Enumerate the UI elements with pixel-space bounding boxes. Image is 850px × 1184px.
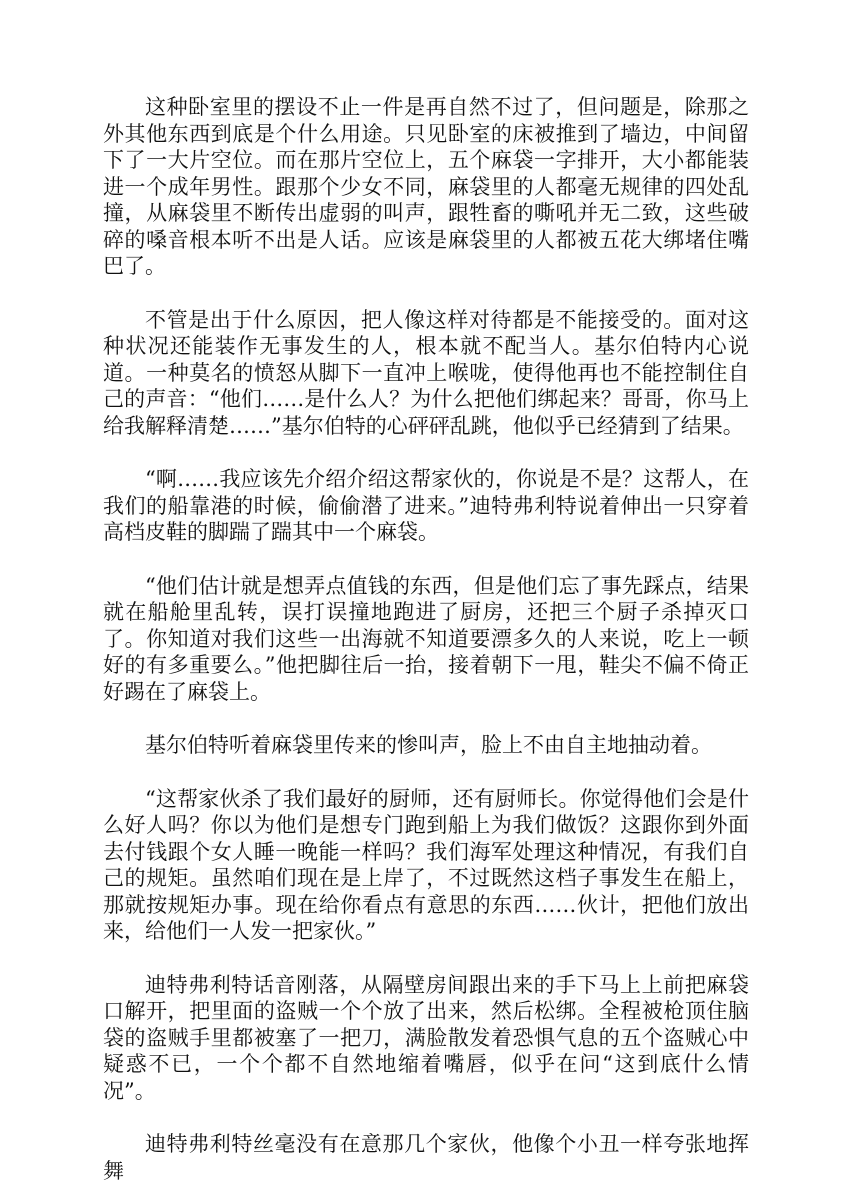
paragraph-1: 这种卧室里的摆设不止一件是再自然不过了，但问题是，除那之外其他东西到底是个什么用途。只见卧室的床被推到了墙边，中间留下了一大片空位。而在那片空位上，五个麻袋一字排开，大小都能装进一个成年男性。跟那个少女不同，麻袋里的人都毫无规律的四处乱撞，从麻袋里不断传出虚弱的叫声，跟牲畜的嘶吼并无二致，这些破碎的嗓音根本听不出是人话。应该是麻袋里的人都被五花大绑堵住嘴巴了。 <box>103 95 749 278</box>
paragraph-8: 迪特弗利特丝毫没有在意那几个家伙，他像个小丑一样夸张地挥舞 <box>103 1132 749 1183</box>
paragraph-7: 迪特弗利特话音刚落，从隔壁房间跟出来的手下马上上前把麻袋口解开，把里面的盗贼一个个放了出来，然后松绑。全程被枪顶住脑袋的盗贼手里都被塞了一把刀，满脸散发着恐惧气息的五个盗贼心中疑惑不已，一个个都不自然地缩着嘴唇，似乎在问“这到底什么情况”。 <box>103 972 749 1103</box>
paragraph-4: “他们估计就是想弄点值钱的东西，但是他们忘了事先踩点，结果就在船舱里乱转，误打误撞地跑进了厨房，还把三个厨子杀掉灭口了。你知道对我们这些一出海就不知道要漂多久的人来说，吃上一顿好的有多重要么。”他把脚往后一抬，接着朝下一甩，鞋尖不偏不倚正好踢在了麻袋上。 <box>103 573 749 704</box>
paragraph-6: “这帮家伙杀了我们最好的厨师，还有厨师长。你觉得他们会是什么好人吗？你以为他们是想专门跑到船上为我们做饭？这跟你到外面去付钱跟个女人睡一晚能一样吗？我们海军处理这种情况，有我们自己的规矩。虽然咱们现在是上岸了，不过既然这档子事发生在船上，那就按规矩办事。现在给你看点有意思的东西……伙计，把他们放出来，给他们一人发一把家伙。” <box>103 786 749 943</box>
paragraph-2: 不管是出于什么原因，把人像这样对待都是不能接受的。面对这种状况还能装作无事发生的人，根本就不配当人。基尔伯特内心说道。一种莫名的愤怒从脚下一直冲上喉咙，使得他再也不能控制住自己的声音：“他们……是什么人？为什么把他们绑起来？哥哥，你马上给我解释清楚……”基尔伯特的心砰砰乱跳，他似乎已经猜到了结果。 <box>103 307 749 438</box>
paragraph-5: 基尔伯特听着麻袋里传来的惨叫声，脸上不由自主地抽动着。 <box>145 733 712 757</box>
paragraph-3: “啊……我应该先介绍介绍这帮家伙的，你说是不是？这帮人，在我们的船靠港的时候，偷偷潜了进来。”迪特弗利特说着伸出一只穿着高档皮鞋的脚踹了踹其中一个麻袋。 <box>103 467 749 544</box>
document-page <box>103 94 749 1184</box>
